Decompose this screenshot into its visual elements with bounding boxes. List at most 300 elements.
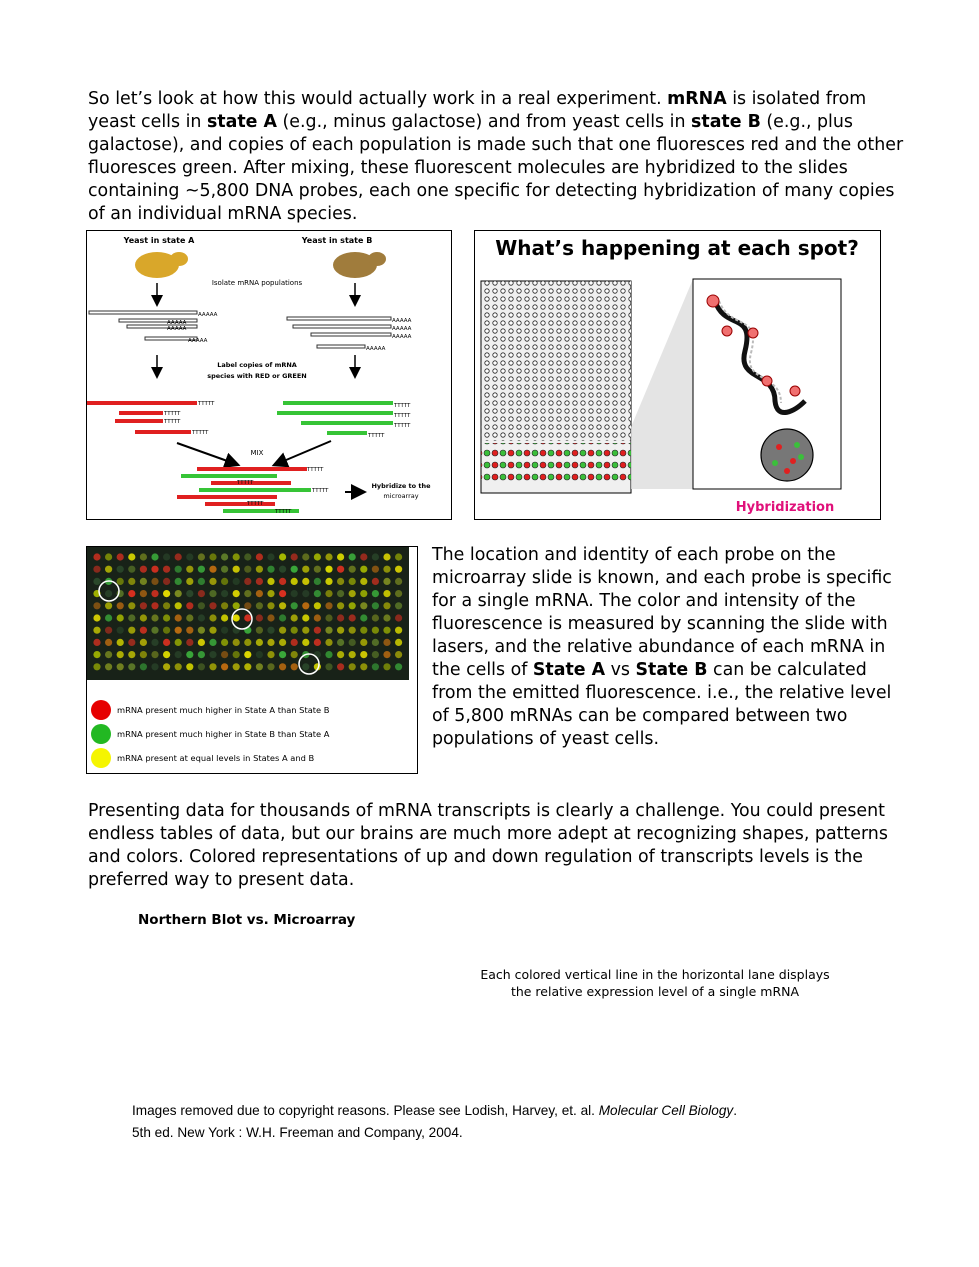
credit-line: 5th ed. New York : W.H. Freeman and Company, 2004. [132,1125,463,1140]
scan-spot [221,553,228,560]
scan-spot [140,578,147,585]
scan-spot [209,639,216,646]
polyt-label: TTTTT [312,488,329,494]
scan-spot [93,651,100,658]
scan-spot [395,578,402,585]
scan-spot [325,639,332,646]
scan-spot [291,553,298,560]
scan-spot [267,651,274,658]
scan-spot [233,602,240,609]
scan-spot [117,578,124,585]
scan-spot [279,590,286,597]
legend-red-label: mRNA present much higher in State A than State B [117,705,330,715]
scan-spot [93,566,100,573]
scan-spot [198,578,205,585]
scan-spot [349,627,356,634]
scan-spot [279,651,286,658]
polyt-label: TTTTT [237,480,254,486]
scan-spot [163,663,170,670]
scan-spot [105,566,112,573]
mix-arrow [177,443,233,463]
scan-spot [198,663,205,670]
scan-spot [93,614,100,621]
scan-spot [140,639,147,646]
hybridize-label: Hybridize to the [371,482,431,490]
scan-spot [325,602,332,609]
scan-spot [267,553,274,560]
scan-spot [302,614,309,621]
scan-spot [383,627,390,634]
scan-spot [93,627,100,634]
scan-spot [395,651,402,658]
polyt-label: TTTTT [394,423,411,429]
scan-spot [395,663,402,670]
green-legend-dot [91,724,111,744]
hybridize-label: microarray [383,492,419,500]
scan-spot [372,553,379,560]
book-title: Molecular Cell Biology [598,1103,734,1118]
isolate-label: Isolate mRNA populations [211,279,303,287]
scan-spot [372,651,379,658]
scan-spot [209,614,216,621]
scan-spot [360,651,367,658]
scan-spot [349,590,356,597]
scan-spot [291,639,298,646]
scan-spot [105,590,112,597]
scan-spot [383,614,390,621]
scan-spot [128,627,135,634]
scan-spot [291,590,298,597]
scan-spot [93,639,100,646]
scan-spot [186,566,193,573]
scan-spot [198,614,205,621]
scan-spot [349,602,356,609]
scan-spot [337,614,344,621]
scan-spot [291,566,298,573]
scan-spot [186,663,193,670]
scan-spot [140,602,147,609]
scan-spot [221,602,228,609]
scan-spot [186,614,193,621]
scan-spot [372,663,379,670]
probe-bead-icon [761,429,813,481]
intro-text: is isolated from yeast cells in [88,89,867,132]
scan-spot [325,590,332,597]
scan-spot [383,590,390,597]
spot-title: What’s happening at each spot? [495,236,859,260]
scan-spot [209,578,216,585]
scan-spot [360,578,367,585]
scan-spot [279,627,286,634]
scan-spot [163,590,170,597]
scan-spot [314,627,321,634]
scan-spot [151,602,158,609]
scan-spot [337,602,344,609]
green-labeled-cdna [277,401,393,435]
side-paragraph [432,544,902,751]
scan-spot [291,627,298,634]
scan-spot [337,663,344,670]
scan-spot [372,566,379,573]
polyt-label: TTTTT [164,419,181,425]
scan-spot [279,566,286,573]
scan-spot [140,553,147,560]
polya-label: AAAAA [167,320,187,326]
scan-spot [128,651,135,658]
scan-spot [175,627,182,634]
scan-spot [256,614,263,621]
scan-spot [349,578,356,585]
scan-spot [221,590,228,597]
scan-spot [186,578,193,585]
scan-spot [267,602,274,609]
scan-spot [198,651,205,658]
yellow-legend-dot [91,748,111,768]
scan-spot [267,578,274,585]
legend-green-label: mRNA present much higher in State B than State A [117,729,330,739]
credit-text: Images removed due to copyright reasons. Please see Lodish, Harvey, et. al. [132,1103,599,1118]
scan-spot [233,578,240,585]
scan-spot [267,566,274,573]
lane-caption [450,966,860,1000]
scan-spot [244,651,251,658]
scan-spot [244,590,251,597]
scan-spot [233,553,240,560]
scan-spot [337,578,344,585]
scan-spot [256,663,263,670]
yeast-b-icon [333,252,386,278]
northern-vs-microarray-title: Northern Blot vs. Microarray [138,912,356,928]
scan-spot [360,590,367,597]
scan-spot [325,663,332,670]
scan-spot [221,651,228,658]
scan-spot [209,566,216,573]
scan-spot [279,639,286,646]
credit-line [132,1100,892,1122]
scan-spot [163,627,170,634]
polyt-label: TTTTT [394,413,411,419]
scan-spot [349,553,356,560]
scan-spot [175,553,182,560]
mixed-cdna [177,467,311,513]
polya-label: AAAAA [188,338,208,344]
scan-spot [140,663,147,670]
scan-spot [117,553,124,560]
polyt-label: TTTTT [192,430,209,436]
scan-spot [105,553,112,560]
scan-spot [337,553,344,560]
polyt-label: TTTTT [198,401,215,407]
protocol-diagram [87,231,451,519]
scan-spot [209,663,216,670]
scan-spot [151,590,158,597]
yeast-b-label: Yeast in state B [301,236,373,245]
scan-spot [128,590,135,597]
scan-spot [186,602,193,609]
scan-spot [314,590,321,597]
scan-spot [383,602,390,609]
scan-spot [372,578,379,585]
scan-spot [175,651,182,658]
scan-spot [105,639,112,646]
scan-spot [256,566,263,573]
scan-spot [233,663,240,670]
scan-spot [372,627,379,634]
scan-spot [395,614,402,621]
scan-spot [221,614,228,621]
scan-spot [302,566,309,573]
scan-spot [244,553,251,560]
scan-spot [233,651,240,658]
lane-caption-line: the relative expression level of a single mRNA [510,984,800,999]
scan-spot [383,651,390,658]
scan-spot [360,602,367,609]
scan-spot [349,651,356,658]
side-text: vs [605,660,636,680]
scan-spot [267,590,274,597]
scan-spot [256,602,263,609]
scan-spot [372,614,379,621]
red-legend-dot [91,700,111,720]
intro-paragraph [88,88,908,226]
scan-spot [395,553,402,560]
scan-spot [337,627,344,634]
scan-spot [256,590,263,597]
scan-spot [186,590,193,597]
polya-label: AAAAA [392,318,412,324]
scan-spot [186,639,193,646]
scan-spot [244,663,251,670]
scan-spot [302,578,309,585]
scan-spot [175,602,182,609]
scan-spot [140,651,147,658]
scan-spot [117,663,124,670]
mrna-strands-b [287,317,391,348]
scan-spot [221,578,228,585]
scan-spot [209,651,216,658]
scan-spot [198,602,205,609]
intro-text: So let’s look at how this would actually work in a real experiment. [88,89,668,109]
scan-spot [117,627,124,634]
polyt-label: TTTTT [307,467,324,473]
scan-spot [186,553,193,560]
scan-spot [279,553,286,560]
intro-text: (e.g., minus galactose) and from yeast cells in [276,112,692,132]
intro-text: (e.g., plus galactose), and copies of each population is made such that one fluoresces red and the other fluoresces green. After mixing, these fluorescent molecules are hybridized to the slides containing ~5,800 DNA probes, each one specific for detecting hybridization of many copies of an individual mRNA species. [88,112,904,224]
scan-spot [291,578,298,585]
protocol-figure [86,230,452,520]
scan-spot [302,663,309,670]
scan-spot [175,663,182,670]
scan-spot [279,602,286,609]
scan-spot [244,578,251,585]
state-a-bold: State A [532,660,606,680]
scan-spot [256,553,263,560]
scan-spot [93,578,100,585]
credit-text: . [733,1103,737,1118]
scan-spot [186,627,193,634]
presenting-paragraph: Presenting data for thousands of mRNA transcripts is clearly a challenge. You could present endless tables of data, but our brains are much more adept at recognizing shapes, patterns and colors. Colored representations of up and down regulation of transcripts levels is the preferred way to present data. [88,801,888,890]
scan-spot [325,614,332,621]
scan-spot [117,614,124,621]
scan-spot [163,651,170,658]
zoom-wedge [631,279,693,489]
scan-spot [291,614,298,621]
scan-spot [395,639,402,646]
scan-spot [128,663,135,670]
scan-spot [163,639,170,646]
scan-spot [267,627,274,634]
scan-spot [244,566,251,573]
scan-spot [349,614,356,621]
scan-spot [325,553,332,560]
scan-spot [221,627,228,634]
scan-spot [279,614,286,621]
yeast-a-label: Yeast in state A [123,236,195,245]
scan-spot [383,553,390,560]
state-b-bold: state B [691,112,761,132]
scan-spot [314,651,321,658]
polyt-label: TTTTT [247,501,264,507]
side-text: can be calculated from the emitted fluorescence. i.e., the relative level of 5,800 mRNAs can be compared between two populations of yeast cells. [432,660,892,749]
scan-spot [360,627,367,634]
scan-spot [302,627,309,634]
scan-spot [198,627,205,634]
scan-spot [383,639,390,646]
scan-spot [337,639,344,646]
scan-spot [372,602,379,609]
scan-spot [360,663,367,670]
scan-spot [383,578,390,585]
mix-label: MIX [250,449,264,457]
scan-spot [209,590,216,597]
scan-spot [244,639,251,646]
scan-spot [349,639,356,646]
scan-spot [233,639,240,646]
scan-spot [302,639,309,646]
polya-label: AAAAA [392,334,412,340]
polya-label: AAAAA [366,346,386,352]
mix-arrow [279,441,331,463]
scan-spot [383,663,390,670]
scan-spot [221,566,228,573]
scan-spot [267,639,274,646]
scan-spot [209,602,216,609]
scan-spot [105,602,112,609]
scan-spot [279,663,286,670]
scan-spot [233,614,240,621]
scan-spot [291,651,298,658]
scan-spot [349,566,356,573]
side-text: The location and identity of each probe on the microarray slide is known, and each probe is specific for a single mRNA. The color and intensity of the fluorescence is measured by scanning the slide with lasers, and the relative abundance of each mRNA in the cells of [432,545,892,680]
scan-spot [337,590,344,597]
microarray-slide [481,281,631,493]
scan-spot [314,639,321,646]
yeast-a-icon [135,252,188,278]
scan-spot [244,602,251,609]
label-copies-text: species with RED or GREEN [207,372,307,380]
scan-spot [198,553,205,560]
scan-spot [140,614,147,621]
scan-spot [175,578,182,585]
scan-spot [186,651,193,658]
scan-spot [256,627,263,634]
state-b-bold: State B [635,660,708,680]
scan-spot [151,639,158,646]
scan-spot [349,663,356,670]
spot-figure [474,230,881,520]
scan-spot [163,566,170,573]
scan-spot [163,614,170,621]
scan-spot [209,553,216,560]
scan-spot [291,602,298,609]
legend-yellow-label: mRNA present at equal levels in States A and B [117,753,315,763]
scan-spot [175,614,182,621]
polyt-label: TTTTT [394,403,411,409]
scan-spot [105,627,112,634]
scan-spot [256,651,263,658]
polyt-label: TTTTT [275,509,292,515]
polyt-label: TTTTT [164,411,181,417]
scan-spot [128,602,135,609]
scan-spot [372,590,379,597]
scan-spot [93,602,100,609]
scan-spot [221,639,228,646]
scan-spot [337,651,344,658]
polya-label: AAAAA [198,312,218,318]
scan-spot [221,663,228,670]
scan-spot [151,553,158,560]
scan-spot [140,590,147,597]
scan-spot [314,566,321,573]
scan-spot [151,566,158,573]
scan-spot [198,590,205,597]
scan-spot [325,566,332,573]
lane-caption-line: Each colored vertical line in the horizontal lane displays [480,967,830,982]
scan-spot [128,566,135,573]
scan-spot [360,566,367,573]
scan-spot [291,663,298,670]
label-copies-text: Label copies of mRNA [217,361,297,369]
scan-spot [325,578,332,585]
scan-spot [395,590,402,597]
scan-spot [175,590,182,597]
scan-spot [395,566,402,573]
scan-spot [314,614,321,621]
copyright-note [132,1100,892,1144]
scan-spot [105,614,112,621]
scan-spot [117,566,124,573]
scan-spot [360,553,367,560]
scan-spot [267,663,274,670]
scan-spot [151,651,158,658]
scan-diagram [87,547,417,773]
scan-spot [302,553,309,560]
spot-diagram [475,231,880,519]
scan-spot [140,627,147,634]
scan-spot [360,639,367,646]
scan-spot [233,590,240,597]
scan-spot [256,578,263,585]
scan-spot [151,663,158,670]
scan-spot [128,578,135,585]
scan-spot [233,566,240,573]
scan-spot [314,602,321,609]
polya-label: AAAAA [167,326,187,332]
scan-spot [325,651,332,658]
scan-spot [267,614,274,621]
scan-spot [117,639,124,646]
